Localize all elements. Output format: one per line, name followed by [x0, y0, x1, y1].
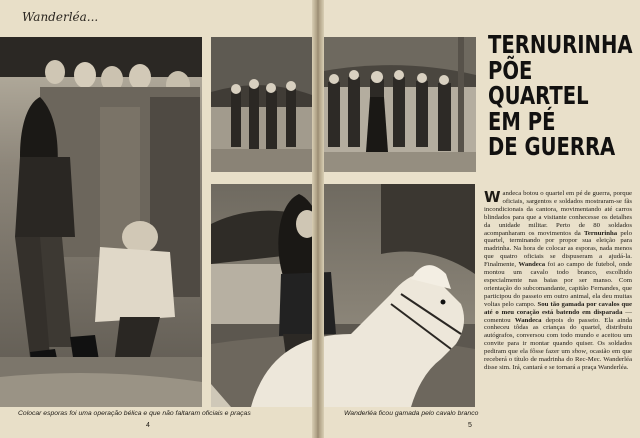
caption-spurs: Colocar esporas foi uma operação bélica e que não faltaram oficiais e praças: [18, 410, 251, 417]
p2-start: Na hora de colocar as esporas, nada menos que quatro oficiais se dispuseram a ajudá-la. Finalmente,: [484, 245, 632, 269]
headline-line-1: TERNURINHA: [488, 30, 633, 59]
p2-after-quote: — comentou: [484, 308, 632, 324]
p2-bold: Wandeca: [518, 261, 546, 269]
running-head: Wanderléa...: [22, 10, 99, 24]
p2-show: show: [572, 348, 586, 356]
photo-soldiers-spurs-image: [0, 37, 202, 407]
page-number-left: 4: [146, 422, 150, 429]
headline-line-5: DE GUERRA: [488, 132, 616, 161]
p1-bold: Ternurinha: [583, 229, 618, 237]
headline-line-2: PÕE: [488, 55, 533, 85]
article-headline: [488, 30, 633, 161]
photo-march-right-image: [318, 37, 476, 172]
p2-end2: , ocasião em que receberá o título de madrinha do Rec-Mec. Wanderléa disse sim. Irá, cantará e se tornará a praça Wanderléa.: [484, 348, 632, 371]
p2-quote: Sou tão gamada por cavalos que até o meu coração está batendo em disparada: [484, 300, 632, 316]
p2-end: depois do passeio. Ela ainda conheceu tôdas as crianças do quartel, distribuiu autógrafos, conversou com todo mundo e aceitou um convite para ir montar quando quiser. Os soldados pediram que ela fôsse fazer um: [484, 316, 632, 356]
photo-white-horse-image: [211, 184, 475, 407]
p1-end: pelo quartel, terminando por propor sua eleição para madrinha.: [484, 229, 632, 253]
dropcap: W: [484, 190, 501, 206]
binding-gutter: [312, 0, 324, 438]
headline-line-4: EM PÉ: [488, 106, 556, 136]
article-paragraph-1: [484, 190, 632, 372]
p1-text: andeca botou o quartel em pé de guerra, porque oficiais, sargentos e soldados mostraram-se fãs incondicionais da cantora, movimentando até carros blindados para que a visitante conhecesse os detalhes da unidade militar. Perto de 80 soldados acompanharam os movimentos da: [484, 190, 632, 237]
photo-march-left: [211, 37, 312, 172]
photo-march-right: [318, 37, 476, 172]
photo-white-horse: [211, 184, 475, 407]
page-number-right: 5: [468, 422, 472, 429]
p2-mid: foi ao campo de futebol, onde montou um cavalo todo branco, escolhido especialmente nas baias por ser manso. Com orientação do subcomandante, capitão Fernandes, que participou do passeio em outro animal, ela deu muitas voltas pelo campo.: [484, 261, 632, 308]
p2-bold2: Wandeca: [514, 316, 542, 324]
headline-line-3: QUARTEL: [488, 81, 589, 110]
photo-march-left-image: [211, 37, 312, 172]
caption-horse: Wanderléa ficou gamada pelo cavalo branco: [344, 410, 479, 417]
photo-soldiers-spurs: [0, 37, 202, 407]
article-body: [484, 190, 632, 420]
